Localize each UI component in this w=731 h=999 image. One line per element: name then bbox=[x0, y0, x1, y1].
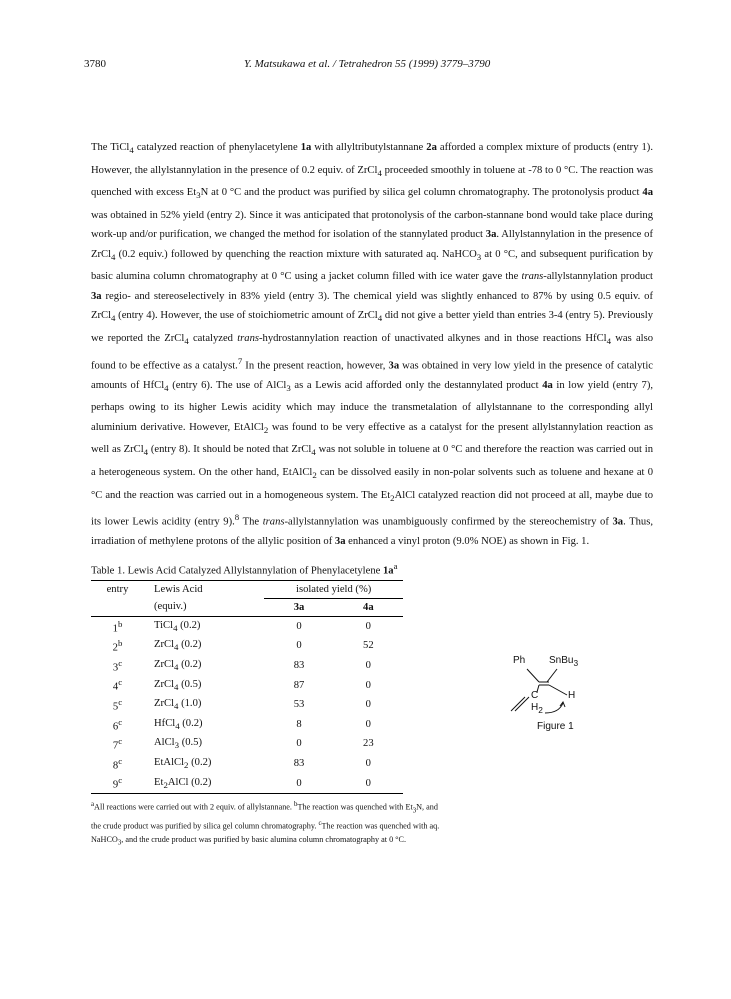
cell-entry bbox=[91, 616, 144, 636]
text-run: -hydrostannylation reaction of unactivated alkynes and in those reactions bbox=[259, 333, 586, 345]
cell-entry bbox=[91, 636, 144, 656]
acid-equiv: (1.0) bbox=[178, 698, 202, 710]
compound-label: 1a bbox=[300, 142, 312, 153]
cell-yield-3a: 87 bbox=[293, 679, 305, 691]
text-run: regio- and stereoselectively in 83% yield (entry 3). The chemical yield was slightly enhanced to 87% by using 0.5 equiv. of bbox=[101, 290, 653, 302]
table-caption bbox=[91, 561, 441, 577]
subscript: 4 bbox=[311, 447, 316, 458]
cell-entry bbox=[91, 773, 144, 793]
text-run: at 0 °C, and subsequent purification by basic alumina column chromatography at 0 °C using a jacket column filled with ice water gave the bbox=[91, 248, 653, 283]
cell-entry bbox=[91, 675, 144, 695]
text-run: N at 0 °C and the product was purified by silica gel column chromatography. The protonolysis product bbox=[200, 187, 643, 199]
cell-lewis-acid bbox=[144, 616, 264, 636]
footnote-mark: b bbox=[294, 800, 298, 808]
acid-formula: ZrCl bbox=[154, 658, 175, 670]
cell-yield-4a: 0 bbox=[365, 718, 371, 730]
subscript: 2 bbox=[163, 779, 168, 790]
compound-label: 3a bbox=[612, 516, 624, 528]
acid-formula: ZrCl bbox=[154, 698, 175, 710]
entry-number: 2 bbox=[112, 642, 118, 654]
header-isolated-yield: isolated yield (%) bbox=[264, 580, 403, 598]
acid-equiv: (0.2) bbox=[188, 756, 212, 768]
text-run: NaHCO bbox=[442, 248, 477, 260]
subscript: 3 bbox=[573, 658, 579, 668]
acid-formula: ZrCl bbox=[154, 678, 175, 690]
cell-yield-3a: 83 bbox=[293, 660, 305, 672]
subscript: 2 bbox=[538, 705, 543, 715]
acid-formula: AlCl bbox=[154, 737, 175, 749]
subscript: 2 bbox=[390, 492, 395, 503]
text-run: -allylstannylation was unambiguously confirmed by the stereochemistry of bbox=[284, 516, 613, 528]
cell-entry bbox=[91, 695, 144, 715]
cell-yield-3a: 83 bbox=[293, 757, 305, 769]
compound-label: 4a bbox=[642, 187, 653, 199]
footnote-text: The reaction was quenched with aq. NaHCO bbox=[91, 821, 440, 844]
text-run: as a Lewis acid afforded only the destannylated product bbox=[290, 379, 543, 391]
text-run: AlCl catalyzed reaction did not proceed at all, maybe due to its lower Lewis acidity (entry 9). bbox=[91, 489, 653, 528]
entry-number: 9 bbox=[112, 779, 119, 791]
text-run: The bbox=[91, 142, 111, 153]
text-run: In the present reaction, however, bbox=[242, 360, 389, 372]
text-run: ZrCl bbox=[291, 444, 312, 456]
compound-label: 4a bbox=[542, 379, 553, 391]
footnote-mark: c bbox=[118, 716, 123, 727]
subscript: 2 bbox=[312, 470, 317, 481]
table-row bbox=[91, 695, 403, 715]
reference-mark: 7 bbox=[237, 355, 243, 366]
compound-label: 2a bbox=[426, 142, 437, 153]
text-run: catalyzed bbox=[188, 333, 238, 345]
caption-compound: 1a bbox=[382, 565, 394, 577]
footnote-mark: a bbox=[91, 800, 95, 808]
text-run: with allyltributylstannane bbox=[311, 142, 427, 153]
text-run: did not give a better yield than entries 3-4 (entry 5). Previously we reported the bbox=[91, 310, 653, 345]
text-run: . Thus, irradiation of methylene protons of the allylic position of bbox=[91, 516, 654, 548]
text-run: Et bbox=[380, 489, 391, 501]
text-run: (entry 6). The use of bbox=[168, 379, 266, 391]
text-run: was not soluble in toluene at 0 °C and therefore the reaction was carried out in a heterogeneous system. On the other hand, bbox=[91, 444, 653, 479]
cell-yield-4a: 0 bbox=[334, 773, 403, 793]
text-run: afforded a complex mixture of products (entry 1). However, the allylstannylation in the presence of 0.2 equiv. of bbox=[91, 142, 653, 176]
subscript: 4 bbox=[377, 313, 383, 324]
subscript: 4 bbox=[174, 681, 179, 692]
entry-number: 4 bbox=[112, 681, 119, 693]
text-run: catalyzed reaction of phenylacetylene bbox=[133, 142, 301, 153]
entry-number: 1 bbox=[112, 623, 118, 635]
footnote-mark: c bbox=[318, 820, 322, 828]
entry-number: 5 bbox=[112, 701, 119, 713]
reference-mark: 8 bbox=[234, 512, 240, 523]
paragraph-text bbox=[91, 138, 653, 552]
label-h: H bbox=[568, 690, 576, 701]
cell-entry bbox=[91, 754, 144, 774]
acid-equiv: (0.2) bbox=[177, 619, 201, 631]
acid-equiv: (0.2) bbox=[178, 639, 202, 651]
acid-formula: TiCl bbox=[154, 619, 174, 631]
subscript: 3 bbox=[412, 807, 417, 815]
text-run: . Allylstannylation in the presence of bbox=[496, 229, 653, 241]
text-run: Et bbox=[186, 187, 197, 199]
header-4a: 4a bbox=[334, 598, 403, 616]
table-row bbox=[91, 616, 403, 636]
text-run: was found to be very effective as a catalyst for the present allylstannylation reaction as well as bbox=[91, 421, 654, 456]
footnote-mark: c bbox=[118, 657, 123, 668]
figure-caption: Figure 1 bbox=[537, 721, 574, 732]
acid-equiv: (0.5) bbox=[179, 737, 202, 749]
text-run: HfCl bbox=[585, 333, 607, 345]
italic-text: trans bbox=[237, 333, 259, 345]
subscript: 3 bbox=[476, 251, 482, 262]
footnote-text: All reactions were carried out with 2 equiv. of allylstannane. bbox=[94, 802, 295, 812]
text-run: ZrCl bbox=[91, 310, 112, 322]
subscript: 4 bbox=[184, 336, 189, 347]
cell-yield-3a: 53 bbox=[293, 699, 305, 711]
footnote-mark: c bbox=[118, 677, 123, 688]
footnote-mark: b bbox=[117, 638, 123, 649]
header-entry: entry bbox=[91, 580, 144, 598]
label-h2 bbox=[531, 702, 543, 715]
acid-formula: ZrCl bbox=[154, 639, 175, 651]
text-run: ZrCl bbox=[357, 310, 378, 322]
acid-formula: EtAlCl bbox=[154, 756, 185, 768]
cell-lewis-acid bbox=[144, 715, 264, 735]
text-run: EtAlCl bbox=[282, 467, 313, 479]
table-row bbox=[91, 754, 403, 774]
footnote-mark: c bbox=[118, 696, 123, 707]
text-run: enhanced a vinyl proton (9.0% NOE) as shown in Fig. 1. bbox=[345, 536, 590, 548]
acid-formula: Et bbox=[154, 776, 164, 788]
acid-equiv: (0.5) bbox=[178, 678, 202, 690]
header-equiv: (equiv.) bbox=[154, 601, 187, 613]
label-snbu3 bbox=[549, 655, 578, 668]
header-row bbox=[91, 580, 403, 598]
subscript: 3 bbox=[196, 190, 201, 201]
noe-arrow bbox=[545, 703, 563, 713]
cell-yield-3a: 0 bbox=[264, 773, 333, 793]
entry-number: 6 bbox=[112, 721, 119, 733]
cell-yield-4a: 0 bbox=[334, 616, 403, 636]
label-c: C bbox=[531, 690, 539, 701]
text-run: proceeded smoothly in toluene at -78 to 0 °C. The reaction was quenched with excess bbox=[91, 164, 653, 199]
text-run: was also found to be effective as a catalyst. bbox=[91, 333, 654, 372]
body-paragraph bbox=[91, 138, 653, 552]
subscript: 4 bbox=[174, 642, 179, 653]
subscript: 4 bbox=[377, 167, 382, 178]
bond-h bbox=[549, 685, 567, 695]
label-snbu3-main: SnBu bbox=[549, 655, 574, 666]
subscript: 4 bbox=[111, 251, 116, 262]
entry-number: 8 bbox=[112, 760, 119, 772]
label-ph: Ph bbox=[513, 655, 526, 666]
cell-yield-3a: 0 bbox=[296, 640, 302, 652]
acid-formula: HfCl bbox=[154, 717, 176, 729]
table-row bbox=[91, 636, 403, 656]
header-lewis-acid: Lewis Acid bbox=[144, 580, 264, 598]
text-run: HfCl bbox=[142, 379, 165, 391]
footnote-text: , and the crude product was purified by basic alumina column chromatography at 0 °C. bbox=[121, 834, 407, 844]
text-run: TiCl bbox=[110, 142, 130, 153]
cell-yield-3a: 0 bbox=[296, 738, 302, 750]
cell-yield-4a: 23 bbox=[363, 738, 374, 750]
acid-equiv: (0.2) bbox=[179, 717, 203, 729]
subscript: 4 bbox=[164, 382, 169, 393]
bond-sn bbox=[547, 669, 557, 682]
compound-label: 3a bbox=[334, 536, 346, 548]
footnote-mark: a bbox=[393, 561, 398, 571]
subscript: 4 bbox=[129, 145, 134, 156]
running-title: Y. Matsukawa et al. / Tetrahedron 55 (1999) 3779–3790 bbox=[244, 58, 491, 70]
compound-label: 3a bbox=[485, 229, 497, 241]
table-row bbox=[91, 734, 403, 754]
subscript: 4 bbox=[174, 662, 179, 673]
footnote-mark: b bbox=[117, 618, 123, 629]
footnote-text: N, and the crude product was purified by silica gel column chromatography. bbox=[91, 802, 438, 831]
entry-number: 3 bbox=[112, 662, 119, 674]
cell-lewis-acid bbox=[144, 656, 264, 676]
text-run: AlCl bbox=[265, 379, 287, 391]
text-run: (0.2 equiv.) followed by quenching the reaction mixture with saturated aq. bbox=[115, 248, 442, 260]
table-footnote bbox=[91, 798, 445, 850]
compound-label: 3a bbox=[388, 360, 400, 372]
table-block bbox=[91, 561, 441, 850]
subscript: 4 bbox=[174, 701, 179, 712]
header-empty bbox=[91, 598, 144, 616]
table-row bbox=[91, 715, 403, 735]
subscript: 4 bbox=[606, 336, 611, 347]
text-run: in low yield (entry 7), perhaps owing to its higher Lewis acidity which may induce the transmetalation of allylstannane to the corresponding allyl aluminium derivative. However, bbox=[91, 379, 653, 433]
header-3a: 3a bbox=[264, 598, 333, 616]
footnote-mark: c bbox=[118, 755, 123, 766]
cell-yield-4a: 0 bbox=[365, 757, 371, 769]
subscript: 4 bbox=[173, 622, 178, 633]
cell-entry bbox=[91, 734, 144, 754]
label-h2-main: H bbox=[531, 702, 539, 713]
subscript: 4 bbox=[175, 720, 180, 731]
subscript: 2 bbox=[184, 760, 189, 771]
allyl-bond-b bbox=[511, 697, 525, 711]
results-table bbox=[91, 580, 403, 794]
cell-entry bbox=[91, 656, 144, 676]
cell-lewis-acid bbox=[144, 754, 264, 774]
footnote-text: The reaction was quenched with Et bbox=[297, 802, 413, 812]
cell-entry bbox=[91, 715, 144, 735]
compound-label: 3a bbox=[91, 290, 102, 302]
cell-yield-4a: 0 bbox=[365, 699, 371, 711]
text-run: was obtained in very low yield in the presence of catalytic amounts of bbox=[91, 360, 653, 391]
subscript: 4 bbox=[111, 313, 116, 324]
cell-yield-4a: 0 bbox=[365, 679, 371, 691]
cell-yield-3a: 0 bbox=[264, 616, 333, 636]
italic-text: trans bbox=[262, 516, 285, 528]
footnote-mark: c bbox=[118, 736, 123, 747]
text-run: ZrCl bbox=[91, 248, 112, 260]
table-row bbox=[91, 656, 403, 676]
text-run: ZrCl bbox=[164, 333, 185, 345]
acid-equiv: (0.2) bbox=[178, 658, 202, 670]
page-header bbox=[84, 58, 684, 74]
subscript: 2 bbox=[263, 424, 269, 435]
cell-yield-3a: 8 bbox=[296, 718, 302, 730]
table-row bbox=[91, 773, 403, 793]
cell-lewis-acid bbox=[144, 675, 264, 695]
acid-equiv: AlCl (0.2) bbox=[167, 776, 212, 788]
subheader-row bbox=[91, 598, 403, 616]
text-run: The bbox=[239, 516, 263, 528]
text-run: (entry 8). It should be noted that bbox=[148, 444, 292, 456]
text-run: ZrCl bbox=[357, 164, 378, 176]
cell-yield-4a: 0 bbox=[365, 660, 371, 672]
italic-text: trans bbox=[521, 271, 544, 283]
subscript: 3 bbox=[117, 839, 122, 847]
text-run: ZrCl bbox=[123, 444, 144, 456]
entry-number: 7 bbox=[112, 740, 119, 752]
bond-ph bbox=[527, 669, 539, 682]
cell-lewis-acid bbox=[144, 695, 264, 715]
text-run: -allylstannylation product bbox=[543, 271, 653, 283]
text-run: was obtained in 52% yield (entry 2). Since it was anticipated that protonolysis of the carbon-stannane bond would take place during work-up and/or purification, we changed the method for isolation of the stannylated product bbox=[91, 209, 653, 241]
cell-yield-4a: 52 bbox=[363, 640, 374, 652]
subscript: 3 bbox=[174, 740, 180, 751]
subscript: 3 bbox=[286, 382, 291, 393]
figure-1 bbox=[505, 655, 615, 765]
cell-lewis-acid bbox=[144, 636, 264, 656]
subscript: 4 bbox=[143, 447, 149, 458]
text-run: can be dissolved easily in non-polar solvents such as toluene and hexane at 0 °C and the reaction was carried out in a homogeneous system. The bbox=[91, 467, 653, 501]
page-number: 3780 bbox=[84, 58, 106, 70]
table-row bbox=[91, 675, 403, 695]
cell-lewis-acid bbox=[144, 773, 264, 793]
text-run: (entry 4). However, the use of stoichiometric amount of bbox=[115, 310, 358, 322]
allyl-bond-a bbox=[515, 697, 529, 711]
cell-lewis-acid bbox=[144, 734, 264, 754]
text-run: EtAlCl bbox=[233, 421, 264, 433]
footnote-mark: c bbox=[118, 775, 123, 786]
caption-text: Table 1. Lewis Acid Catalyzed Allylstannylation of Phenylacetylene bbox=[91, 565, 383, 577]
